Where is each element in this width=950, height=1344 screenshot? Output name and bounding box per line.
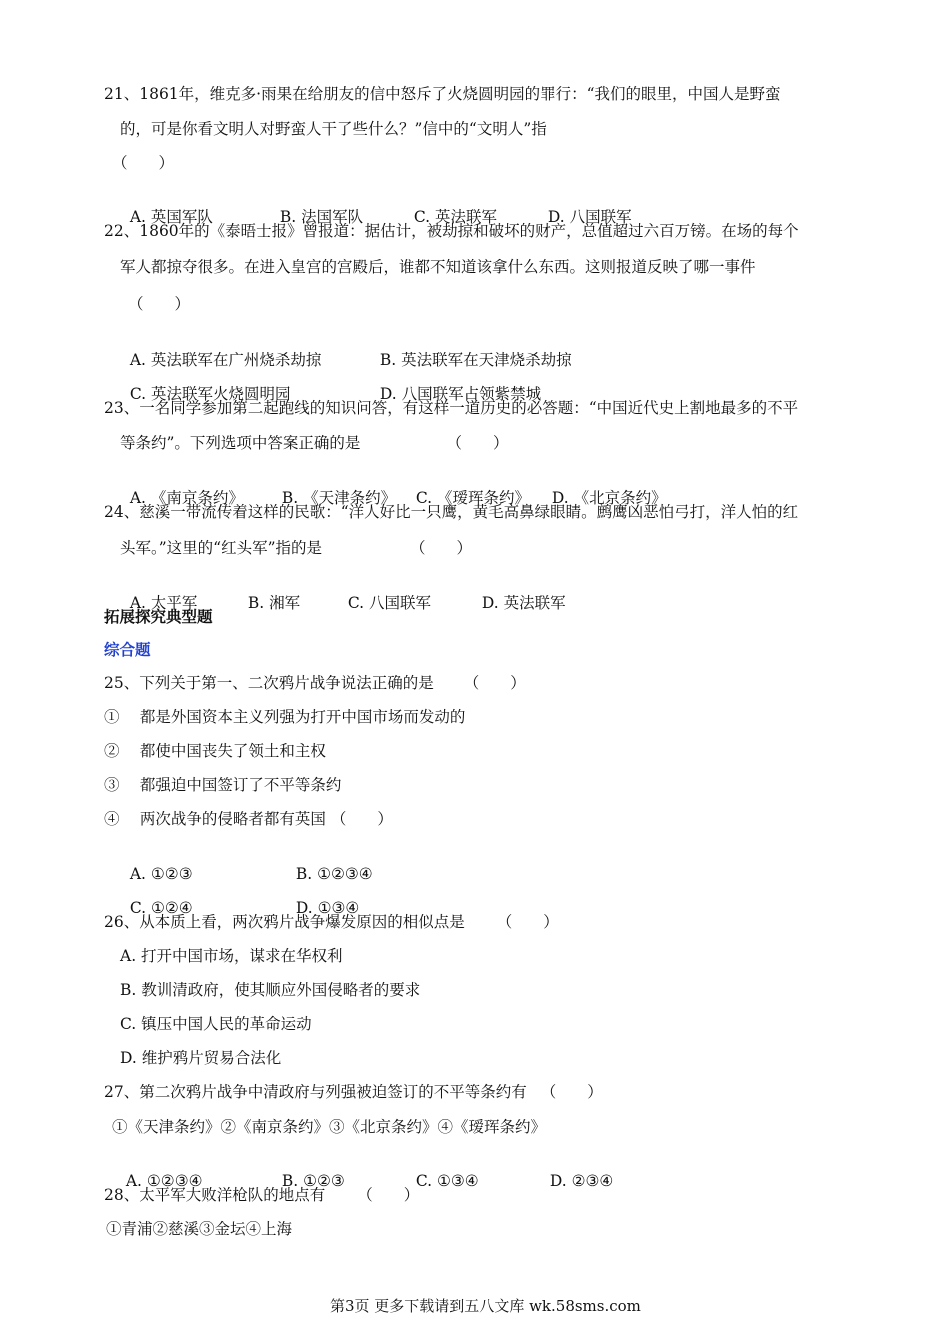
q26-option-a[interactable]: A. 打开中国市场，谋求在华权利 [120, 947, 343, 965]
q21-stem-line1: 21、1861年，维克多·雨果在给朋友的信中怒斥了火烧圆明园的罪行：“我们的眼里，中国人是野蛮 [104, 85, 781, 103]
q26-option-d[interactable]: D. 维护鸦片贸易合法化 [120, 1049, 282, 1067]
q28-stem-text: 28、太平军大败洋枪队的地点有 [104, 1186, 326, 1204]
section-title: 拓展探究典型题 [104, 608, 213, 626]
q23-option-c[interactable]: C. 《瑷珲条约》 [415, 489, 531, 507]
q27-stem-text: 27、第二次鸦片战争中清政府与列强被迫签订的不平等条约有 [104, 1083, 527, 1101]
q22-stem-line1: 22、1860年的《泰晤士报》曾报道：据估计，被劫掠和破坏的财产，总值超过六百万镑。在场的每个 [104, 222, 799, 240]
q22-option-c[interactable]: C. 英法联军火烧圆明园 [129, 385, 291, 403]
q22-option-b[interactable]: B. 英法联军在天津烧杀劫掠 [379, 351, 572, 369]
q22-option-d[interactable]: D. 八国联军占领紫禁城 [379, 385, 542, 403]
q24-stem-line1: 24、慈溪一带流传着这样的民歌：“洋人好比一只鹰，黄毛高鼻绿眼睛。鹧鹰凶恶怕弓打，洋人怕的红 [104, 503, 799, 521]
q25-item-3: ③ 都强迫中国签订了不平等条约 [104, 776, 342, 794]
q28-stem [104, 1185, 419, 1205]
q25-item-4: ④ 两次战争的侵略者都有英国 （ ） [104, 810, 393, 828]
q27-option-a[interactable]: A. ①②③④ [125, 1172, 203, 1190]
q21-option-c[interactable]: C. 英法联军 [413, 208, 498, 226]
q21-option-b[interactable]: B. 法国军队 [279, 208, 364, 226]
q23-option-b[interactable]: B. 《天津条约》 [281, 489, 397, 507]
page-footer: 第3页 更多下载请到五八文库 wk.58sms.com [330, 1297, 641, 1315]
q24-option-d[interactable]: D. 英法联军 [481, 594, 566, 612]
q26-answer-bracket: （ ） [496, 913, 559, 931]
q28-items: ①青浦②慈溪③金坛④上海 [106, 1220, 293, 1238]
q23-stem-line2 [120, 433, 508, 453]
q27-option-b[interactable]: B. ①②③ [281, 1172, 345, 1190]
q25-item-2: ② 都使中国丧失了领土和主权 [104, 742, 326, 760]
q21-option-d[interactable]: D. 八国联军 [547, 208, 632, 226]
q28-answer-bracket: （ ） [357, 1186, 420, 1204]
q26-stem [104, 912, 559, 932]
q24-option-c[interactable]: C. 八国联军 [347, 594, 432, 612]
q23-stem-text: 等条约”。下列选项中答案正确的是 [120, 434, 361, 452]
q24-stem-text: 头军。”这里的“红头军”指的是 [120, 539, 323, 557]
q23-option-d[interactable]: D. 《北京条约》 [551, 489, 667, 507]
q25-option-d[interactable]: D. ①③④ [295, 899, 360, 917]
q23-answer-bracket: （ ） [446, 434, 509, 452]
q25-answer-bracket: （ ） [463, 674, 526, 692]
q25-option-b[interactable]: B. ①②③④ [295, 865, 373, 883]
q25-option-c[interactable]: C. ①②④ [129, 899, 193, 917]
q27-option-d[interactable]: D. ②③④ [549, 1172, 614, 1190]
q26-stem-text: 26、从本质上看，两次鸦片战争爆发原因的相似点是 [104, 913, 465, 931]
q24-answer-bracket: （ ） [410, 539, 473, 557]
q21-option-a[interactable]: A. 英国军队 [129, 208, 213, 226]
q24-option-b[interactable]: B. 湘军 [247, 594, 301, 612]
q26-option-b[interactable]: B. 教训清政府，使其顺应外国侵略者的要求 [120, 981, 421, 999]
q23-option-a[interactable]: A. 《南京条约》 [129, 489, 244, 507]
q24-stem-line2 [120, 538, 472, 558]
q23-stem-line1: 23、一名同学参加第二起跑线的知识问答，有这样一道历史的必答题：“中国近代史上割地最多的不平 [104, 399, 799, 417]
q22-stem-line2: 军人都掠夺很多。在进入皇宫的宫殿后，谁都不知道该拿什么东西。这则报道反映了哪一事件 [120, 258, 756, 276]
q24-option-a[interactable]: A. 太平军 [129, 594, 198, 612]
q21-stem-line2: 的，可是你看文明人对野蛮人干了些什么？”信中的“文明人”指 [120, 120, 547, 138]
q25-option-a[interactable]: A. ①②③ [129, 865, 193, 883]
q22-answer-bracket: （ ） [128, 295, 191, 313]
q27-option-c[interactable]: C. ①③④ [415, 1172, 479, 1190]
q27-stem [104, 1082, 603, 1102]
q22-option-a[interactable]: A. 英法联军在广州烧杀劫掠 [129, 351, 322, 369]
q25-stem [104, 673, 526, 693]
q27-items: ①《天津条约》②《南京条约》③《北京条约》④《瑷珲条约》 [112, 1118, 547, 1136]
q25-stem-text: 25、下列关于第一、二次鸦片战争说法正确的是 [104, 674, 434, 692]
subsection-title: 综合题 [104, 641, 151, 659]
q26-option-c[interactable]: C. 镇压中国人民的革命运动 [120, 1015, 312, 1033]
q25-item-1: ① 都是外国资本主义列强为打开中国市场而发动的 [104, 708, 466, 726]
q21-answer-bracket: （ ） [112, 154, 175, 172]
q27-answer-bracket: （ ） [540, 1083, 603, 1101]
